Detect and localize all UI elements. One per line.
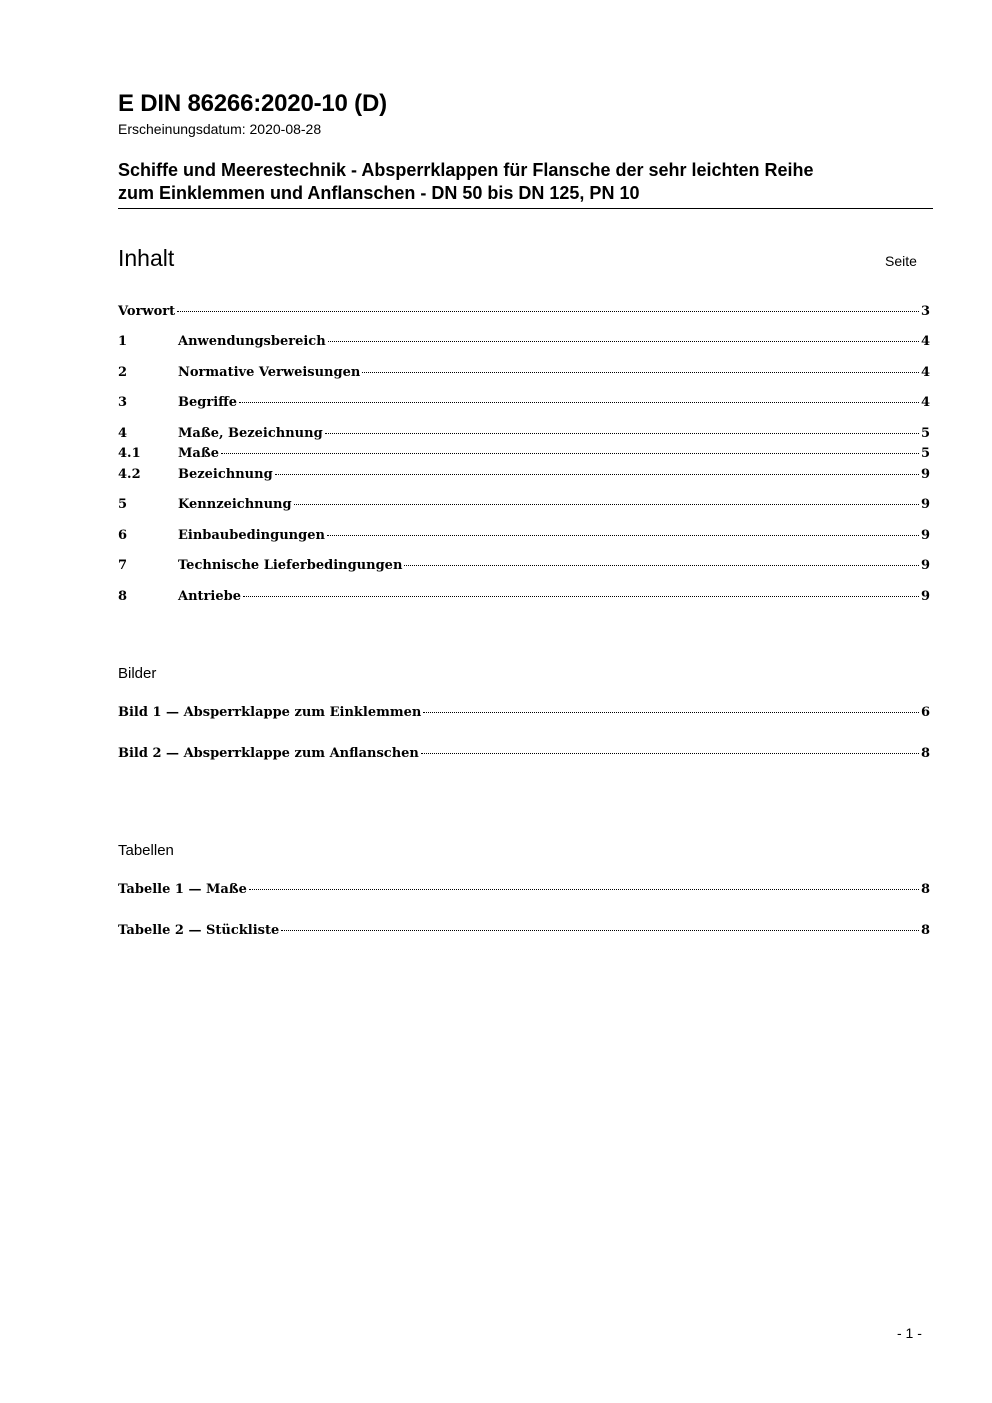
toc-entry-label: Maße xyxy=(178,446,219,461)
toc-heading: Inhalt xyxy=(118,245,175,271)
leader-dots xyxy=(275,474,919,475)
toc-entry-2[interactable] xyxy=(118,364,930,382)
toc-entry-number: 4 xyxy=(118,426,128,441)
toc-entry-1[interactable] xyxy=(118,333,930,351)
publication-date: Erscheinungsdatum: 2020-08-28 xyxy=(118,121,322,137)
toc-entry-label: Technische Lieferbedingungen xyxy=(178,558,403,573)
document-title xyxy=(118,159,933,209)
toc-entry-page: 4 xyxy=(920,365,930,380)
leader-dots xyxy=(243,596,919,597)
toc-entry-page: 9 xyxy=(920,528,930,543)
toc-entry-page: 9 xyxy=(920,497,930,512)
toc-entry-page: 3 xyxy=(920,304,930,319)
document-id: E DIN 86266:2020-10 (D) xyxy=(118,90,387,117)
figure-entry-1[interactable] xyxy=(118,704,930,722)
toc-entry-number: 3 xyxy=(118,395,128,410)
table-entry-1[interactable] xyxy=(118,881,930,899)
toc-entry-number: 4.1 xyxy=(118,446,141,461)
leader-dots xyxy=(327,535,919,536)
leader-dots xyxy=(281,930,919,931)
table-entry-2[interactable] xyxy=(118,922,930,940)
figure-entry-page: 8 xyxy=(920,746,930,761)
toc-page-column-label: Seite xyxy=(885,253,917,269)
toc-entry-4-2[interactable] xyxy=(118,466,930,484)
toc-entry-number: 7 xyxy=(118,558,128,573)
figures-heading: Bilder xyxy=(118,665,157,682)
leader-dots xyxy=(328,341,919,342)
toc-entry-label: Antriebe xyxy=(178,589,241,604)
leader-dots xyxy=(239,402,919,403)
toc-entry-page: 9 xyxy=(920,589,930,604)
toc-entry-number: 6 xyxy=(118,528,128,543)
leader-dots xyxy=(294,504,919,505)
toc-entry-page: 4 xyxy=(920,395,930,410)
toc-entry-8[interactable] xyxy=(118,588,930,606)
leader-dots xyxy=(404,565,919,566)
toc-entry-4-1[interactable] xyxy=(118,445,930,463)
toc-entry-number: 8 xyxy=(118,589,128,604)
figure-entry-label: Bild 2 — Absperrklappe zum Anflanschen xyxy=(118,746,419,761)
toc-entry-label: Einbaubedingungen xyxy=(178,528,325,543)
leader-dots xyxy=(421,753,919,754)
toc-entry-page: 5 xyxy=(920,446,930,461)
figure-entry-page: 6 xyxy=(920,705,930,720)
leader-dots xyxy=(221,453,919,454)
table-entry-label: Tabelle 1 — Maße xyxy=(118,882,247,897)
leader-dots xyxy=(177,311,919,312)
toc-entry-label: Anwendungsbereich xyxy=(178,334,326,349)
leader-dots xyxy=(423,712,919,713)
toc-entry-label: Bezeichnung xyxy=(178,467,273,482)
title-line-2: zum Einklemmen und Anflanschen - DN 50 bis DN 125, PN 10 xyxy=(118,183,640,203)
toc-entry-page: 5 xyxy=(920,426,930,441)
toc-entry-number: 1 xyxy=(118,334,128,349)
toc-entry-label: Kennzeichnung xyxy=(178,497,292,512)
table-entry-label: Tabelle 2 — Stückliste xyxy=(118,923,280,938)
tables-heading: Tabellen xyxy=(118,842,174,859)
page-number: - 1 - xyxy=(897,1325,922,1341)
toc-entry-5[interactable] xyxy=(118,496,930,514)
table-entry-page: 8 xyxy=(920,882,930,897)
table-entry-page: 8 xyxy=(920,923,930,938)
toc-entry-label: Vorwort xyxy=(118,304,176,319)
toc-entry-vorwort[interactable] xyxy=(118,303,930,321)
figure-entry-2[interactable] xyxy=(118,745,930,763)
toc-entry-6[interactable] xyxy=(118,527,930,545)
toc-entry-page: 4 xyxy=(920,334,930,349)
toc-entry-page: 9 xyxy=(920,467,930,482)
title-line-1: Schiffe und Meerestechnik - Absperrklappen für Flansche der sehr leichten Reihe xyxy=(118,160,814,180)
toc-entry-4[interactable] xyxy=(118,425,930,443)
toc-entry-number: 2 xyxy=(118,365,128,380)
toc-entry-number: 4.2 xyxy=(118,467,141,482)
toc-entry-number: 5 xyxy=(118,497,128,512)
toc-entry-3[interactable] xyxy=(118,394,930,412)
toc-entry-label: Maße, Bezeichnung xyxy=(178,426,323,441)
leader-dots xyxy=(249,889,919,890)
toc-entry-7[interactable] xyxy=(118,557,930,575)
figure-entry-label: Bild 1 — Absperrklappe zum Einklemmen xyxy=(118,705,422,720)
leader-dots xyxy=(325,433,919,434)
toc-entry-page: 9 xyxy=(920,558,930,573)
toc-entry-label: Begriffe xyxy=(178,395,238,410)
toc-entry-label: Normative Verweisungen xyxy=(178,365,361,380)
leader-dots xyxy=(362,372,919,373)
